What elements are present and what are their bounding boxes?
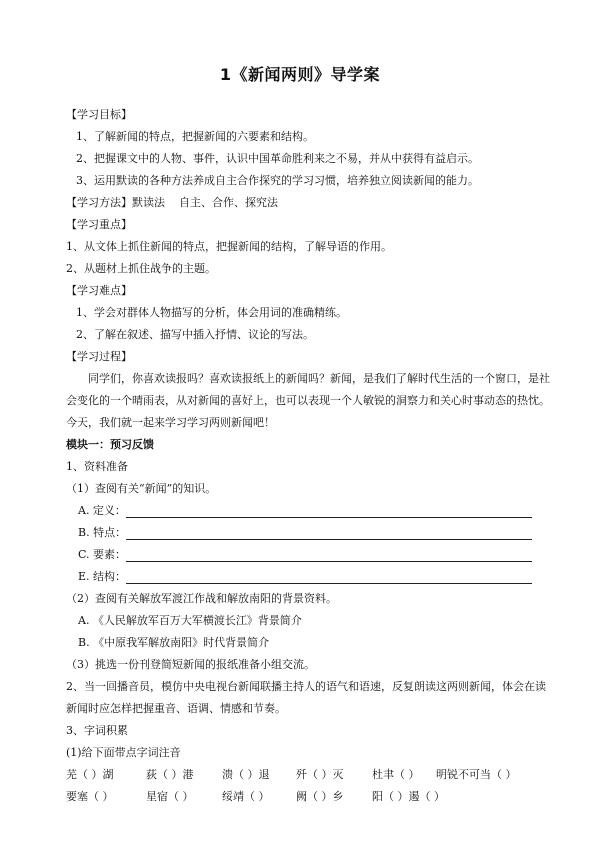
module1-heading: 模块一：预习反馈 — [66, 438, 154, 451]
field-elements-label: C. 要素： — [78, 548, 127, 561]
pinyin-item[interactable]: 绥靖（ ） — [222, 790, 270, 803]
key-points-heading: 【学习重点】 — [66, 218, 132, 231]
pinyin-item[interactable]: 阙（ ）乡 — [296, 790, 344, 803]
field-structure-label: E. 结构： — [78, 570, 127, 583]
question-2-item-a: A. 《人民解放军百万大军横渡长江》背景简介 — [78, 614, 302, 627]
section-3-question-1: (1)给下面带点字词注音 — [66, 746, 181, 759]
section-2-line-1: 2、当一回播音员，模仿中央电视台新闻联播主持人的语气和语速，反复朗读这两则新闻，体会在读 — [66, 680, 546, 693]
question-2: （2）查阅有关解放军渡江作战和解放南阳的背景资料。 — [66, 592, 337, 605]
methods-heading: 【学习方法】 — [66, 196, 132, 209]
pinyin-item[interactable]: 荻（ ）港 — [146, 768, 194, 781]
pinyin-item[interactable]: 歼（ ）灭 — [296, 768, 344, 781]
pinyin-item[interactable]: 杜聿（ ） — [372, 768, 420, 781]
page-title: 1《新闻两则》导学案 — [219, 65, 381, 84]
question-1: （1）查阅有关“新闻”的知识。 — [66, 482, 217, 495]
process-paragraph-line-2: 会变化的一个晴雨表，从对新闻的喜好上，也可以表现一个人敏锐的洞察力和关心时事动态的热忱。 — [66, 394, 550, 407]
difficulty-item-2: 2、了解在叙述、描写中插入抒情、议论的写法。 — [76, 328, 314, 341]
methods-line — [66, 196, 278, 209]
field-structure-answer-line[interactable] — [126, 583, 532, 584]
pinyin-item[interactable]: 芜（ ）湖 — [66, 768, 114, 781]
question-3: （3）挑选一份刊登简短新闻的报纸准备小组交流。 — [66, 658, 315, 671]
pinyin-item[interactable]: 要塞（ ） — [66, 790, 114, 803]
difficulties-heading: 【学习难点】 — [66, 284, 132, 297]
methods-text: 默读法 自主、合作、探究法 — [132, 196, 278, 209]
section-2-line-2: 新闻时应怎样把握重音、语调、情感和节奏。 — [66, 702, 286, 715]
question-2-item-b: B. 《中原我军解放南阳》时代背景简介 — [78, 636, 270, 649]
pinyin-item[interactable]: 溃（ ）退 — [222, 768, 270, 781]
objective-item-3: 3、运用默读的各种方法养成自主合作探究的学习习惯，培养独立阅读新闻的能力。 — [76, 174, 479, 187]
objective-item-1: 1、了解新闻的特点，把握新闻的六要素和结构。 — [76, 130, 314, 143]
field-features-answer-line[interactable] — [126, 539, 532, 540]
difficulty-item-1: 1、学会对群体人物描写的分析，体会用词的准确精练。 — [76, 306, 347, 319]
process-paragraph-line-1: 同学们，你喜欢读报吗？喜欢读报纸上的新闻吗？新闻，是我们了解时代生活的一个窗口，是社 — [88, 372, 550, 385]
field-definition-answer-line[interactable] — [126, 517, 532, 518]
field-elements-answer-line[interactable] — [126, 561, 532, 562]
key-point-item-1: 1、从文体上抓住新闻的特点，把握新闻的结构，了解导语的作用。 — [66, 240, 392, 253]
process-paragraph-line-3: 今天，我们就一起来学习学习两则新闻吧！ — [66, 416, 275, 429]
section-1-title: 1、资料准备 — [66, 460, 128, 473]
field-features-label: B. 特点： — [78, 526, 127, 539]
process-heading: 【学习过程】 — [66, 350, 132, 363]
objective-item-2: 2、把握课文中的人物、事件，认识中国革命胜利来之不易，并从中获得有益启示。 — [76, 152, 479, 165]
key-point-item-2: 2、从题材上抓住战争的主题。 — [66, 262, 216, 275]
pinyin-item[interactable]: 星宿（ ） — [146, 790, 194, 803]
field-definition-label: A. 定义： — [78, 504, 126, 517]
section-3-title: 3、字词积累 — [66, 724, 128, 737]
objectives-heading: 【学习目标】 — [66, 108, 132, 121]
pinyin-item[interactable]: 阳（ ）遏（ ） — [372, 790, 445, 803]
pinyin-item[interactable]: 明锐不可当（ ） — [436, 768, 517, 781]
